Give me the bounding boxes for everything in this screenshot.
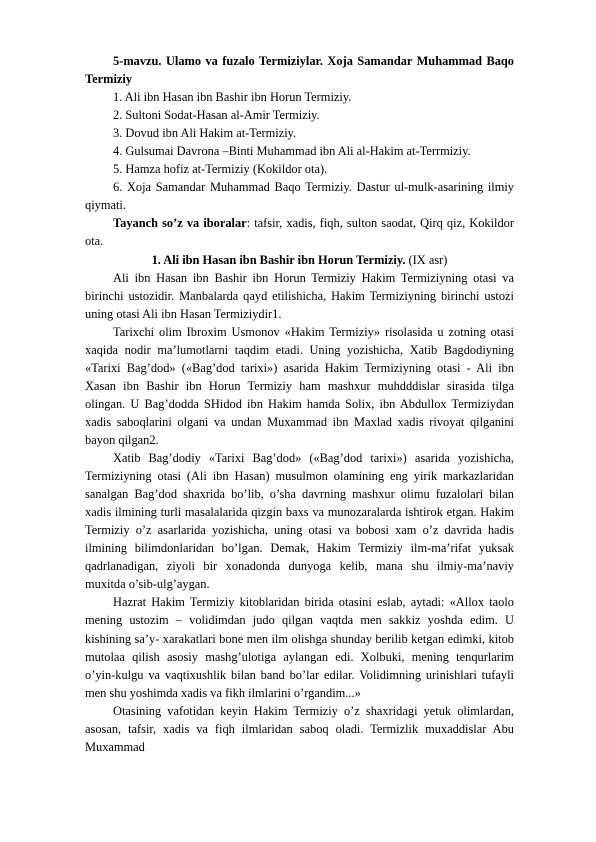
plan-item-5: 5. Hamza hofiz at-Termiziy (Kokildor ota). — [113, 162, 328, 177]
body-paragraph-5: Otasining vafotidan keyin Hakim Termiziy o’z shaxridagi yetuk olimlardan, asosan, tafsir, xadis va fiqh ilmlaridan saboq oladi. Termizlik muxaddislar Abu Muxammad — [85, 703, 514, 754]
plan-item-4: 4. Gulsumai Davrona –Binti Muhammad ibn Ali al-Hakim at-Terrmiziy. — [113, 144, 471, 159]
plan-item-6: 6. Xoja Samandar Muhammad Baqo Termiziy. Dastur ul-mulk-asarining ilmiy qiymati. — [85, 180, 514, 213]
section-century: (IX asr) — [405, 252, 448, 267]
body-paragraph-3: Xatib Bag’dodiy «Tarixi Bag’dod» («Bag’dod tarixi») asarida yozishicha, Termiziyning otasi (Ali ibn Hasan) musulmon olamining eng yirik markazlaridan sanalgan Bag’dod shaxrida bo’lib, o’sha davrning mashxur olimu fuzalolari bilan xadis ilmining turli masalalarida qizgin baxs va munozaralarda ishtirok etgan. Hakim Termiziy o’z asarlarida yozishicha, uning otasi va bobosi xam o’z davrida hadis ilmining bilimdonlaridan bo’lgan. Demak, Hakim Termiziy ilm-ma’rifat yuksak qadrlanadigan, ziyoli bir xonadonda dunyoga kelib, mana shu ilmiy-ma’naviy muxitda o’sib-ulg’aygan. — [85, 451, 514, 592]
section-title — [85, 251, 514, 269]
body-paragraph-2: Tarixchi olim Ibroxim Usmonov «Hakim Termiziy» risolasida u zotning otasi xaqida nodir ma’lumotlarni taqdim etadi. Uning yozishicha, Xatib Bagdodiyning «Tarixi Bag’dod» («Bag’dod tarixi») asarida Hakim Termiziyning otasi - Ali ibn Xasan ibn Bashir ibn Horun Termiziy ham mashxur muhdddislar sirasida tilga olingan. U Bag’dodda SHidod ibn Hakim hamda Solix, ibn Abdullox Termiziydan xadis saboqlarini olgani va undan Muxammad ibn Maxlad xadis rivoyat qilganini bayon qilgan2. — [85, 324, 514, 447]
plan-item-3: 3. Dovud ibn Ali Hakim at-Termiziy. — [113, 126, 297, 141]
section-title-text: 1. Ali ibn Hasan ibn Bashir ibn Horun Termiziy. — [151, 252, 406, 267]
body-paragraph-4: Hazrat Hakim Termiziy kitoblaridan birida otasini eslab, aytadi: «Allox taolo mening ustozim – volidimdan judo qilgan vaqtda men sakkiz yoshda edim. U kishining sa’y- xarakatlari bone men ilm olishga shunday berilib ketgan edimki, kitob mutolaa qilish asosiy mashg’ulotiga aylangan edi. Xolbuki, mening tenqurlarim o’yin-kulgu va vaqtixushlik bilan band bo’lar edilar. Volidimning urinishlari tufayli men shu yoshimda xadis va fikh ilmlarini o’rgandim...» — [85, 595, 514, 700]
keywords-label: Tayanch so’z va iboralar — [113, 216, 247, 231]
plan-item-1: 1. Ali ibn Hasan ibn Bashir ibn Horun Termiziy. — [113, 90, 352, 105]
plan-item-2: 2. Sultoni Sodat-Hasan al-Amir Termiziy. — [113, 108, 320, 123]
topic-heading: 5-mavzu. Ulamo va fuzalo Termiziylar. Xoja Samandar Muhammad Baqo Termiziy — [85, 54, 514, 87]
keywords-paragraph — [85, 214, 514, 250]
document-page — [85, 52, 514, 756]
keywords-text: : tafsir, xadis, fiqh, sulton saodat, Qirq qiz, Kokildor ota. — [85, 216, 515, 249]
body-paragraph-1: Ali ibn Hasan ibn Bashir ibn Horun Termiziy Hakim Termiziyning otasi va birinchi ustozidir. Manbalarda qayd etilishicha, Hakim Termiziyning birinchi ustozi uning otasi Ali ibn Hasan Termiziydir1. — [85, 270, 514, 321]
